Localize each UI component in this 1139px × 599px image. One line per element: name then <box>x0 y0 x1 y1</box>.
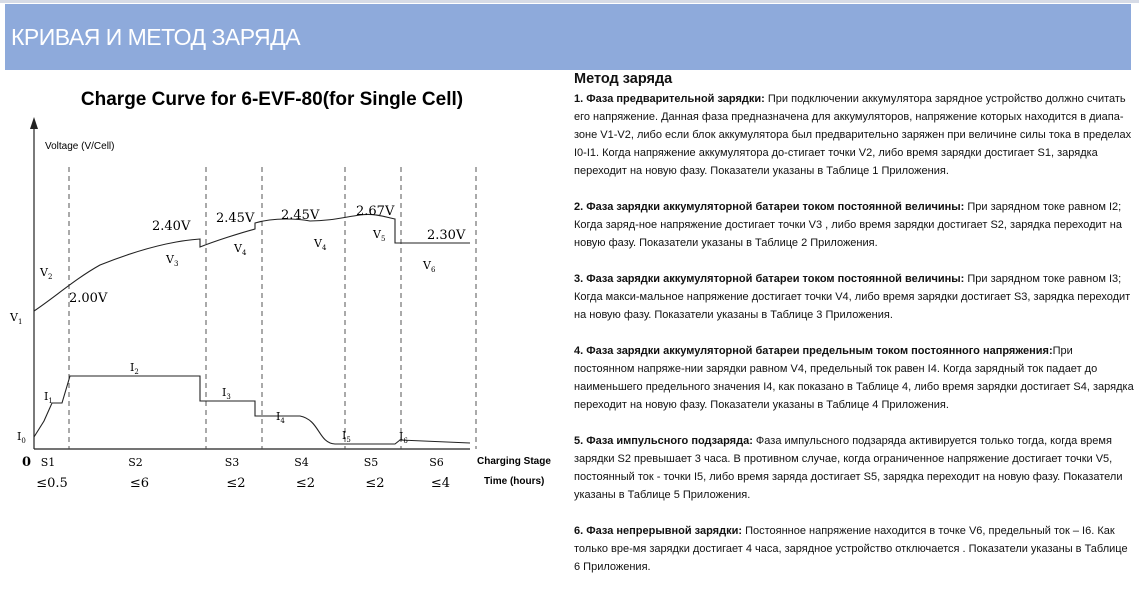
method-section <box>574 432 1134 504</box>
method-section-heading: 4. Фаза зарядки аккумуляторной батареи предельным током постоянного напряжения: <box>574 345 1053 357</box>
method-section <box>574 90 1134 180</box>
method-section-body: При зарядном токе равном I3; Когда макси-мальное напряжение достигает точки V4, либо время зарядки достигает S3, зарядка переходит на новую фазу. Показатели указаны в Таблице 3 Приложения. <box>574 273 1131 321</box>
i6-label: $I_6$ <box>399 430 408 445</box>
method-section <box>574 198 1134 252</box>
i3-label: $I_3$ <box>222 386 231 401</box>
value-2-45v-a: 2.45V <box>216 211 255 226</box>
method-section <box>574 522 1134 576</box>
value-2-67v: 2.67V <box>356 204 395 219</box>
value-2-40v: 2.40V <box>152 219 191 234</box>
chart-svg <box>0 75 565 595</box>
method-sections <box>574 90 1134 576</box>
banner-title: КРИВАЯ И МЕТОД ЗАРЯДА <box>11 24 301 50</box>
method-section-body: При зарядном токе равном I2; Когда заряд-ное напряжение достигает точки V3 , либо время зарядки достигает S2, зарядка переходит на новую фазу. Показатели указаны в Таблице 2 Приложения. <box>574 201 1122 249</box>
method-section <box>574 342 1134 414</box>
i4-label: $I_4$ <box>276 410 285 425</box>
value-2-00v: 2.00V <box>69 291 108 306</box>
i0-label: $I_0$ <box>17 430 26 445</box>
method-section-body: Постоянное напряжение находится в точке V6, предельный ток – I6. Как только вре-мя зарядки достигает 4 часа, зарядное устройство отключается . Показатели указаны в Таблице 6 Приложения. <box>574 525 1128 573</box>
stage-label: S4 <box>294 456 309 469</box>
v4-marker-b: $V_4$ <box>314 237 327 252</box>
stage-time-label: ≤0.5 <box>36 476 68 491</box>
charge-method-text <box>574 70 1134 594</box>
stage-time-label: ≤6 <box>129 476 150 491</box>
x-axis-label-time: Time (hours) <box>484 476 545 487</box>
stage-label: S3 <box>224 456 240 469</box>
method-section-body: Фаза импульсного подзаряда активируется только тогда, когда время зарядки S2 превышает 3 часа. В противном случае, когда ограниченное напряжение достигает точки V5, постоянный ток - точки I5, либо время заряда достигает S5, зарядка переходит на новую фазу. Показатели указаны в Таблице 5 Приложения. <box>574 435 1123 501</box>
header-banner <box>5 4 1131 70</box>
y-axis-label: Voltage (V/Cell) <box>45 141 115 152</box>
method-section <box>574 270 1134 324</box>
method-section-heading: 5. Фаза импульсного подзаряда: <box>574 435 753 447</box>
stage-label: S1 <box>40 456 56 469</box>
stage-label: S2 <box>128 456 143 469</box>
chart-title: Charge Curve for 6-EVF-80(for Single Cell) <box>80 89 464 110</box>
top-stripe <box>0 0 1139 3</box>
v5-marker: $V_5$ <box>373 228 386 243</box>
v3-marker: $V_3$ <box>166 253 179 268</box>
v6-marker: $V_6$ <box>423 259 436 274</box>
stage-time-label: ≤2 <box>295 476 316 491</box>
v2-marker: $V_2$ <box>40 266 53 281</box>
y-axis-arrow <box>30 117 38 129</box>
value-2-30v: 2.30V <box>427 228 466 243</box>
stage-time-label: ≤2 <box>226 476 246 491</box>
i2-label: $I_2$ <box>130 361 139 376</box>
method-section-heading: 6. Фаза непрерывной зарядки: <box>574 525 743 537</box>
charge-curve-chart <box>0 75 565 595</box>
method-section-body: При подключении аккумулятора зарядное устройство должно считать его напряжение. Данная фаза предназначена для аккумуляторов, напряжение которых находится в диапа-зоне V1-V2, либо если блок аккумулятора был предварительно заряжен при величине силы тока в пределах I0-I1. Когда напряжение аккумулятора до-стигает точки V2, либо время зарядки достигает S1, зарядка переходит на новую фазу. Показатели указаны в Таблице 1 Приложения. <box>574 93 1132 177</box>
method-section-body: При постоянном напряже-нии зарядки равном V4, предельный ток равен I4. Когда зарядный ток падает до наименьшего предельного значения I4, как показано в Таблице 4, либо время зарядки достигает S4, зарядка переходит на новую фазу. Показатели указаны в Таблице 4 Приложения. <box>574 345 1134 411</box>
i5-label: $I_5$ <box>342 429 351 444</box>
method-section-heading: 1. Фаза предварительной зарядки: <box>574 93 765 105</box>
v4-marker-a: $V_4$ <box>234 242 247 257</box>
method-section-heading: 2. Фаза зарядки аккумуляторной батареи током постоянной величины: <box>574 201 965 213</box>
x-axis-label: Charging Stage <box>477 456 551 467</box>
v1-marker: $V_1$ <box>10 311 23 326</box>
current-curve <box>34 376 470 444</box>
i1-label: $I_1$ <box>44 390 53 405</box>
value-2-45v-b: 2.45V <box>281 208 320 223</box>
origin-label: 0 <box>22 455 32 470</box>
method-section-heading: 3. Фаза зарядки аккумуляторной батареи током постоянной величины: <box>574 273 965 285</box>
stage-label: S5 <box>363 456 379 469</box>
stage-time-label: ≤4 <box>430 476 451 491</box>
stage-time-label: ≤2 <box>365 476 385 491</box>
method-title: Метод заряда <box>574 71 673 87</box>
stage-label: S6 <box>429 456 444 469</box>
